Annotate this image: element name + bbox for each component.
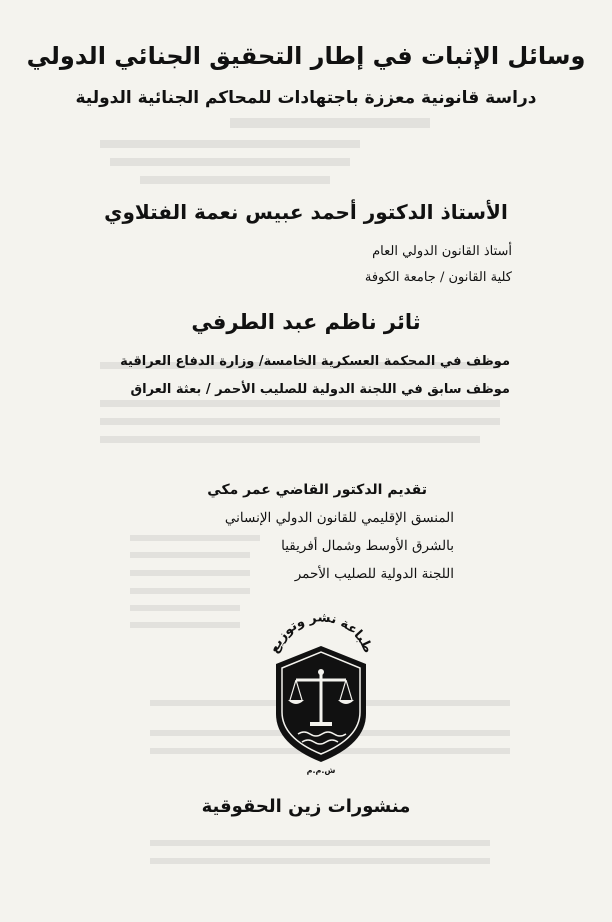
scales-of-justice-icon	[262, 606, 380, 776]
author-1-position: أستاذ القانون الدولي العام	[372, 244, 512, 259]
publisher-name: منشورات زين الحقوقية	[201, 796, 411, 817]
book-title: وسائل الإثبات في إطار التحقيق الجنائي الدولي	[26, 42, 586, 70]
author-2-line-2: موظف سابق في اللجنة الدولية للصليب الأحمر / بعثة العراق	[130, 382, 510, 397]
svg-text:طباعة نشر وتوزيع: طباعة نشر وتوزيع	[266, 610, 376, 656]
author-2-name: ثائر ناظم عبد الطرفي	[191, 310, 421, 334]
author-1-name: الأستاذ الدكتور أحمد عبيس نعمة الفتلاوي	[104, 200, 508, 224]
book-subtitle: دراسة قانونية معززة باجتهادات للمحاكم الجنائية الدولية	[75, 88, 537, 108]
preface-line-2: بالشرق الأوسط وشمال أفريقيا	[281, 538, 454, 554]
author-2-line-1: موظف في المحكمة العسكرية الخامسة/ وزارة الدفاع العراقية	[120, 354, 510, 369]
preface-label: تقديم الدكتور القاضي عمر مكي	[207, 482, 427, 498]
publisher-logo	[262, 606, 380, 776]
preface-line-1: المنسق الإقليمي للقانون الدولي الإنساني	[224, 510, 454, 526]
svg-text:ش.م.م: ش.م.م	[306, 766, 336, 775]
author-1-affiliation: كلية القانون / جامعة الكوفة	[364, 270, 512, 285]
preface-line-3: اللجنة الدولية للصليب الأحمر	[294, 566, 454, 582]
